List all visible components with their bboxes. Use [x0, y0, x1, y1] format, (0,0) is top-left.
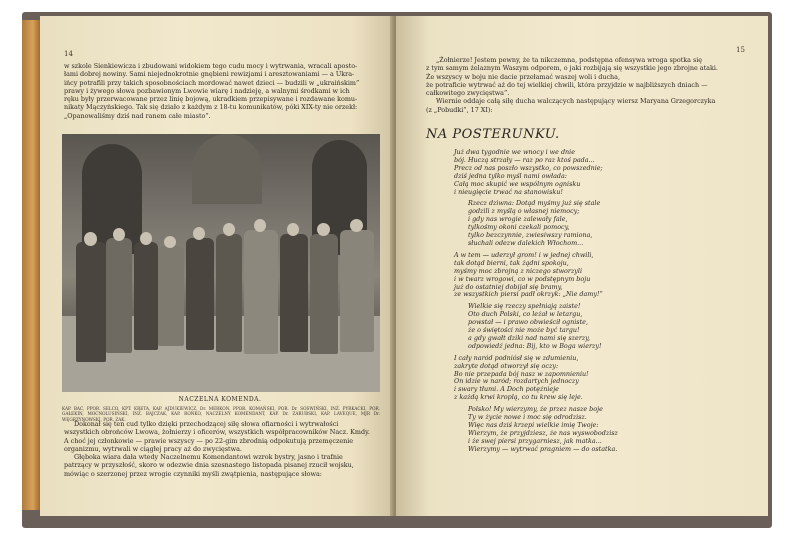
photo-caption: KAP. BAC, PPOR. SELCO, KPT. KRETA, KAP. AJDUKIEWICZ, Dr. MERKON, PPOR. KOMAŃSKI, POR. Dr. SOSWIŃSKI, INŻ. PYRKACKI, POR. GAŁEKIN, MOCNOLUSIŃSKI, INŻ. BAJCZAK, KAP. ROŃKO, NACZELNY KOMENDANT, KAP. Dr. ZARUBSKI, KAP. LAVEQUE, MJR Dr. WĘGRZYNOWSKI, POR. ZAK.	[62, 406, 380, 422]
poem-line: Bo nie przepada bój nasz w zapomnieniu!	[454, 369, 589, 378]
poem-line: Wierzymy — wytrwać pragniem — do ostatka.	[468, 444, 618, 453]
poem-line: Więc nas dziś krzepi wielkie imię Twoje:	[468, 421, 599, 429]
poem-line: a gdy gwałt dziki nad nami się szerzy,	[468, 333, 591, 342]
text-line: z tym samym żelaznym Waszym odporem, o jaki rozbijają się wszystkie jego zbrojne ataki.	[426, 64, 718, 73]
poem-line: bój. Huczą strzały — raz po raz ktoś pada...	[454, 155, 595, 164]
poem-line: i swary tłumi. A Doch potężnieje	[454, 385, 559, 394]
poem-line: Rzecz dziwna: Dotąd myśmy już się stale	[468, 199, 601, 208]
text-line: patrzący w przyszłość, skoro w odezwie dnia szesnastego listopada pisanej rzucił wojsku,	[64, 461, 354, 470]
text-line: Dokonał się ten cud tylko dzięki przechodzącej siłę słowa ofiarności i wytrwałości	[74, 420, 339, 428]
page-number-left: 14	[64, 50, 73, 58]
poem-line: godzili z myślą o własnej niemocy;	[468, 207, 580, 216]
poem-line: i gdy nas wrogie zalewały fale,	[468, 215, 568, 224]
left-page	[40, 16, 394, 516]
text-line: ręku były przerwacowane przez linię bojową, ukradkiem przepisywane i rozdawane komu-	[64, 95, 358, 104]
page-edges	[22, 20, 40, 510]
poem-line: On idzie w naród; rozdartych jednoczy	[454, 377, 579, 386]
text-line: łami dobrej nowiny. Sami niejednokrotnie gnębieni rewizjami i aresztowaniami — a Ukra-	[64, 70, 355, 79]
poem-stanza	[454, 252, 754, 299]
poem-line: słuchali odezw dalekich Włochom...	[468, 238, 584, 247]
poem-line: już do ostatniej dobijał się bramy,	[454, 282, 563, 291]
poem-line: Już dwa tygodnie we wnocy i we dnie	[454, 148, 575, 156]
poem-stanza	[454, 406, 754, 453]
poem-line: Precz od nas poszło wszystko, co powszednie;	[454, 163, 603, 172]
poem-line: powstał — i prawo obwieścił ogniste,	[468, 318, 588, 327]
poem	[454, 149, 754, 458]
poem-line: myśmy moc zbrojną z niczego stworzyli	[454, 266, 583, 275]
text-line: „Opanowaliśmy dziś nad ranem całe miasto”.	[64, 111, 211, 120]
text-line: (z „Pobudki”, 17 XI):	[426, 105, 493, 114]
poem-line: I cały naród podniósł się w zdumieniu,	[454, 353, 579, 362]
poem-line: Ty w życie nowe i moc się odrodzisz.	[468, 413, 587, 422]
poem-line: A w tem — uderzył grom! i w jednej chwili,	[454, 250, 594, 259]
text-line: organizmu, wytrwali w ciągłej pracy aż do zwycięstwa.	[64, 444, 242, 453]
text-line: mówiąc o szerzonej przez wrogie czynniki myśli zwątpienia, następujące słowa:	[64, 469, 322, 478]
poem-line: ze wszystkich piersi padł okrzyk: „Nie damy!”	[454, 290, 603, 299]
group-photo	[62, 134, 380, 392]
poem-stanza	[454, 303, 754, 350]
poem-line: z każdą krwi kroplą, co tu krew się leje.	[454, 393, 583, 402]
poem-title: NA POSTERUNKU.	[426, 127, 560, 142]
poem-line: Wierzym, że przyjdziesz, że nas wyswobodzisz	[468, 428, 618, 437]
poem-line: Wielkie się rzeczy spełniają zaiste!	[468, 302, 581, 311]
text-line: Wiernie oddaje całą siłę ducha walczących następujący wiersz Maryana Grzegorczyka	[436, 97, 716, 106]
text-line: nikaty Mączyńskiego. Tak się działo z każdym z 18-tu komunikatów, póki XIX-ty nie orzekł:	[64, 103, 358, 112]
left-top-text	[64, 62, 380, 120]
text-line: Głęboka wiara dała wtedy Naczelnemu Komendantowi wzrok bystry, jasno i trafnie	[74, 453, 343, 462]
poem-line: i nieugięcie trwać na stanowisku!	[454, 187, 563, 196]
left-bottom-text	[64, 420, 380, 478]
poem-line: zakryte dotąd otworzył się oczy:	[454, 361, 559, 370]
poem-line: Oto duch Polski, co leżał w letargu,	[468, 310, 583, 319]
poem-line: dziś jedna tylko myśl nami owłada:	[454, 171, 567, 180]
poem-stanza	[454, 149, 754, 196]
poem-line: Całą moc skupić we wspólnym ognisku	[454, 179, 581, 188]
photo-caption-title: NACZELNA KOMENDA.	[178, 396, 262, 403]
poem-line: Polsko! My wierzymy, że przez nasze boje	[468, 405, 603, 414]
right-top-text	[426, 56, 748, 114]
poem-line: że o świętości nie może być targu!	[468, 326, 580, 335]
text-line: A choć jej członkowie — prawie wszyscy — po 22-gim zbrodnią odpokutują przemęczenie	[64, 436, 354, 445]
poem-line: tak dotąd bierni, tak żądni spokoju,	[454, 258, 569, 267]
text-line: wszystkich obrońców Lwowa, żołnierzy i oficerów, wszystkich współpracowników Nacz. Kmdy.	[64, 428, 370, 437]
poem-stanza	[454, 200, 754, 247]
text-line: całkowitego zwycięstwa”.	[426, 89, 510, 98]
page-number-right: 15	[736, 46, 745, 54]
text-line: ińcy potrafili przy takich sposobnościach mordować nawet dzieci — budzili w „ukraińskim”	[64, 78, 360, 87]
text-line: prawy i żywego słowa pozbawionym Lwowie wiarę i nadzieję, a walnymi środkami w ich	[64, 86, 350, 95]
poem-stanza	[454, 355, 754, 402]
poem-line: tylko bezczynnie, zwiesiwszy ramiona,	[468, 231, 593, 240]
text-line: w szkole Sienkiewicza i zbudowani widokiem tego cudu mocy i wytrwania, wracali aposto-	[64, 62, 358, 70]
poem-line: i że swej piersi przygarniesz, jak matka...	[468, 436, 602, 445]
text-line: Że wszyscy w boju nie dacie przełamać waszej woli i ducha,	[426, 72, 620, 81]
poem-line: i w twarz wrogowi, co w podstępnym boju	[454, 274, 591, 283]
text-line: „Żołnierze! Jestem pewny, że ta nikczemna, podstępna ofensywa wroga spotka się	[436, 56, 703, 64]
poem-line: odpowiedź jedna: Bij, kto w Boga wierzy!	[468, 341, 602, 350]
text-line: że potraficie wytrwać aż do tej wielkiej chwili, która przyjdzie w najbliższych dniach —	[426, 80, 708, 89]
poem-line: tylkośmy okoni czekali pomocy,	[468, 223, 570, 232]
right-page	[396, 16, 768, 516]
